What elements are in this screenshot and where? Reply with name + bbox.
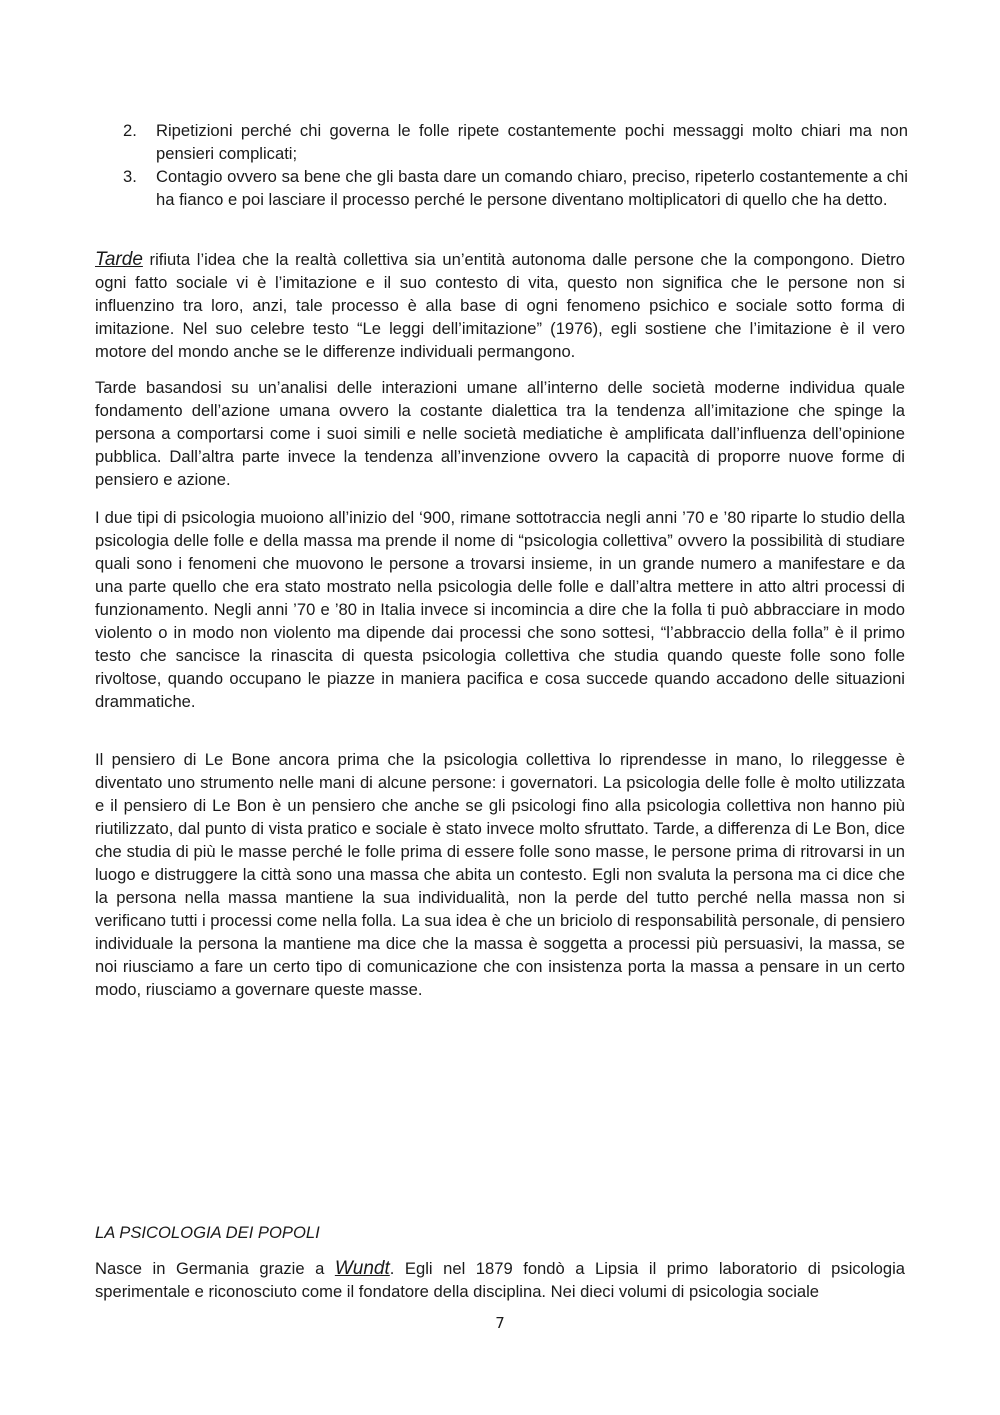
paragraph-text: Nasce in Germania grazie a — [95, 1259, 335, 1278]
paragraph-imitation: Tarde basandosi su un’analisi delle interazioni umane all’interno delle società moderne individua quale fondamento dell’azione umana ovvero la costante dialettica tra la tendenza all’imitazione che spinge la persona a comportarsi come i suoi simili e nelle società mediatiche è amplificata dall’influenza dell’opinione pubblica. Dall’altra parte invece la tendenza all’invenzione ovvero la capacità di proporre nuove forme di pensiero e azione. — [95, 378, 905, 489]
paragraph-tarde — [95, 248, 905, 363]
paragraph-text: rifiuta l’idea che la realtà collettiva sia un’entità autonoma dalle persone che la compongono. Dietro ogni fatto sociale vi è l’imitazione e il suo contesto di vita, questo non significa che le persone non si influenzino tra loro, anzi, tale processo è alla base di ogni fenomeno psichico e sociale sotto forma di imitazione. Nel suo celebre testo “Le leggi dell’imitazione” (1976), egli sostiene che l’imitazione è il vero motore del mondo anche se le differenze individuali permangono. — [95, 250, 905, 361]
paragraph-collective-psychology: I due tipi di psicologia muoiono all’inizio del ‘900, rimane sottotraccia negli anni ’70 e ’80 riparte lo studio della psicologia delle folle e della massa ma prende il nome di “psicologia collettiva” ovvero la possibilità di studiare quali sono i fenomeni che muovono le persone a trovarsi insieme, in un grande numero a manifestare e da una parte quello che era stato mostrato nella psicologia delle folle e dall’altra mettere in atto altri processi di funzionamento. Negli anni ’70 e ’80 in Italia invece si incomincia a dire che la folla ti può abbracciare in modo violento o in modo non violento ma dipende dai processi che sono sottesi, “l’abbraccio della folla” è il primo testo che sancisce la rinascita di questa psicologia collettiva che studia quando queste folle sono folle rivoltose, quando occupano le piazze in maniera pacifica e cosa succede quando accadono delle situazioni drammatiche. — [95, 508, 905, 711]
author-name-wundt: Wundt — [334, 1258, 390, 1279]
list-item — [123, 119, 908, 165]
list-item-number: 2. — [123, 121, 137, 140]
paragraph-wundt — [95, 1257, 905, 1303]
section-heading: LA PSICOLOGIA DEI POPOLI — [95, 1223, 320, 1242]
page-number: 7 — [495, 1314, 505, 1332]
list-item-text: Contagio ovvero sa bene che gli basta dare un comando chiaro, preciso, ripeterlo costantemente a chi ha fianco e poi lasciare il processo perché le persone diventano moltiplicatori di quello che ha detto. — [156, 167, 908, 209]
paragraph-le-bon: Il pensiero di Le Bone ancora prima che la psicologia collettiva lo riprendesse in mano, lo rileggesse è diventato uno strumento nelle mani di alcune persone: i governatori. La psicologia delle folle è molto utilizzata e il pensiero di Le Bon è un pensiero che anche se gli psicologi fino alla psicologia collettiva non hanno più riutilizzato, dal punto di vista pratico e sociale è stato invece molto sfruttato. Tarde, a differenza di Le Bon, dice che studia di più le masse perché le folle prima di essere folle sono masse, le persone prima di ritrovarsi in un luogo e distruggere la città sono una massa che abita un contesto. Egli non svaluta la persona ma ci dice che la persona nella massa mantiene la sua individualità, non la perde del tutto perché nella massa non si verificano tutti i processi come nella folla. La sua idea è che un briciolo di responsabilità personale, di pensiero individuale la persona la mantiene ma dice che la massa è soggetta a processi più persuasivi, la massa, se noi riusciamo a fare un certo tipo di comunicazione che con insistenza porta la massa a pensare in un certo modo, riusciamo a governare queste masse. — [95, 750, 905, 999]
paragraph-text: . Egli nel 1879 fondò a Lipsia il primo laboratorio di psicologia sperimentale e riconosciuto come il fondatore della disciplina. Nei dieci volumi di psicologia sociale — [95, 1259, 905, 1301]
list-item — [123, 165, 908, 211]
author-name-tarde: Tarde — [95, 249, 143, 270]
numbered-list — [123, 119, 908, 211]
list-item-number: 3. — [123, 167, 137, 186]
list-item-text: Ripetizioni perché chi governa le folle ripete costantemente pochi messaggi molto chiari ma non pensieri complicati; — [156, 121, 908, 163]
